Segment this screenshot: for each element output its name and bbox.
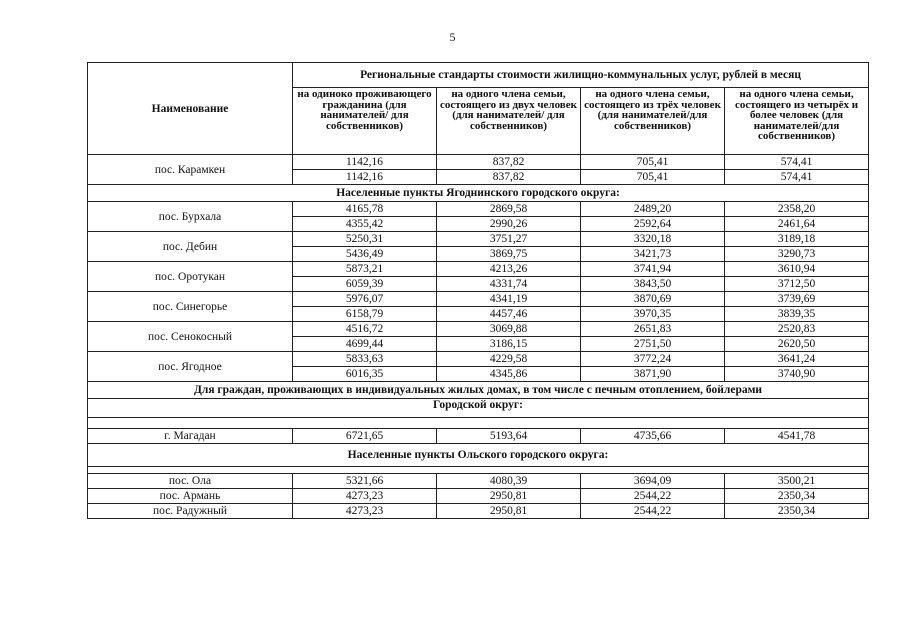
- table-cell: 3290,73: [725, 247, 869, 262]
- table-cell: 705,41: [581, 155, 725, 170]
- section-heading-olsky: Населенные пункты Ольского городского округа:: [88, 444, 869, 467]
- table-cell: 3189,18: [725, 232, 869, 247]
- table-cell: 837,82: [437, 170, 581, 185]
- table-cell: 4345,86: [437, 367, 581, 382]
- table-cell: 5976,07: [293, 292, 437, 307]
- section-heading-city-district: Городской округ:: [88, 399, 869, 418]
- table-cell: 2751,50: [581, 337, 725, 352]
- table-cell: 3069,88: [437, 322, 581, 337]
- housing-cost-standards-table: [87, 62, 869, 519]
- table-row: [88, 292, 869, 307]
- table-cell: 3843,50: [581, 277, 725, 292]
- table-cell: 6016,35: [293, 367, 437, 382]
- table-cell: 5833,63: [293, 352, 437, 367]
- table-row: [88, 262, 869, 277]
- table-cell: 6721,65: [293, 429, 437, 444]
- table-cell: 5436,49: [293, 247, 437, 262]
- table-cell: 2489,20: [581, 202, 725, 217]
- table-cell: 2869,58: [437, 202, 581, 217]
- table-cell: 2350,34: [725, 504, 869, 519]
- table-cell: 1142,16: [293, 155, 437, 170]
- table-cell: 4165,78: [293, 202, 437, 217]
- table-cell: 3740,90: [725, 367, 869, 382]
- table-cell: 3610,94: [725, 262, 869, 277]
- table-cell: 3839,35: [725, 307, 869, 322]
- table-cell: 2990,26: [437, 217, 581, 232]
- table-cell: 2461,64: [725, 217, 869, 232]
- table-cell: 2651,83: [581, 322, 725, 337]
- table-row: [88, 155, 869, 170]
- column-header-single: на одиноко проживающего гражданина (для нанимателей/ для собственников): [293, 88, 437, 155]
- column-header-two-person: на одного члена семьи, состоящего из двух человек (для нанимателей/ для собственников): [437, 88, 581, 155]
- settlement-name: пос. Бурхала: [88, 202, 293, 232]
- table-cell: 4229,58: [437, 352, 581, 367]
- settlement-name: г. Магадан: [88, 429, 293, 444]
- table-cell: 4331,74: [437, 277, 581, 292]
- table-row: [88, 232, 869, 247]
- settlement-name: пос. Сенокосный: [88, 322, 293, 352]
- column-header-four-plus: на одного члена семьи, состоящего из четырёх и более человек (для нанимателей/для собственников): [725, 88, 869, 155]
- table-cell: 3739,69: [725, 292, 869, 307]
- table-cell: 3694,09: [581, 474, 725, 489]
- table-cell: 1142,16: [293, 170, 437, 185]
- table-cell: 4080,39: [437, 474, 581, 489]
- table-cell: 3772,24: [581, 352, 725, 367]
- table-cell: 2544,22: [581, 489, 725, 504]
- table-cell: 837,82: [437, 155, 581, 170]
- table-cell: 2350,34: [725, 489, 869, 504]
- table-cell: 3751,27: [437, 232, 581, 247]
- section-spacer: [88, 418, 869, 429]
- table-cell: 574,41: [725, 155, 869, 170]
- table-cell: 705,41: [581, 170, 725, 185]
- table-cell: 4457,46: [437, 307, 581, 322]
- settlement-name: пос. Радужный: [88, 504, 293, 519]
- table-row: [88, 202, 869, 217]
- table-cell: 4541,78: [725, 429, 869, 444]
- table-cell: 2620,50: [725, 337, 869, 352]
- table-cell: 5250,31: [293, 232, 437, 247]
- table-cell: 2592,64: [581, 217, 725, 232]
- table-cell: 3870,69: [581, 292, 725, 307]
- section-spacer: [88, 467, 869, 474]
- table-cell: 3186,15: [437, 337, 581, 352]
- table-cell: 3970,35: [581, 307, 725, 322]
- table-cell: 2950,81: [437, 489, 581, 504]
- table-cell: 6158,79: [293, 307, 437, 322]
- table-cell: 3641,24: [725, 352, 869, 367]
- table-row: [88, 322, 869, 337]
- table-cell: 5873,21: [293, 262, 437, 277]
- table-cell: 2358,20: [725, 202, 869, 217]
- table-cell: 2520,83: [725, 322, 869, 337]
- table-cell: 4735,66: [581, 429, 725, 444]
- table-row: [88, 504, 869, 519]
- table-cell: 574,41: [725, 170, 869, 185]
- settlement-name: пос. Оротукан: [88, 262, 293, 292]
- table-cell: 3741,94: [581, 262, 725, 277]
- table-cell: 4699,44: [293, 337, 437, 352]
- settlement-name: пос. Ягодное: [88, 352, 293, 382]
- table-cell: 5321,66: [293, 474, 437, 489]
- section-heading-individual-houses: Для граждан, проживающих в индивидуальных жилых домах, в том числе с печным отоплением, бойлерами: [88, 382, 869, 399]
- section-heading-yagodninsky: Населенные пункты Ягоднинского городского округа:: [88, 185, 869, 202]
- column-header-name: Наименование: [88, 63, 293, 155]
- settlement-name: пос. Армань: [88, 489, 293, 504]
- table-cell: 6059,39: [293, 277, 437, 292]
- table-row: [88, 489, 869, 504]
- table-cell: 3871,90: [581, 367, 725, 382]
- table-cell: 3869,75: [437, 247, 581, 262]
- table-cell: 2544,22: [581, 504, 725, 519]
- table-cell: 2950,81: [437, 504, 581, 519]
- table-cell: 4355,42: [293, 217, 437, 232]
- table-cell: 4341,19: [437, 292, 581, 307]
- page-number: 5: [449, 30, 456, 44]
- table-cell: 5193,64: [437, 429, 581, 444]
- table-row: [88, 429, 869, 444]
- table-cell: 3500,21: [725, 474, 869, 489]
- table-cell: 4213,26: [437, 262, 581, 277]
- table-cell: 4273,23: [293, 489, 437, 504]
- table-cell: 3320,18: [581, 232, 725, 247]
- settlement-name: пос. Синегорье: [88, 292, 293, 322]
- table-cell: 4516,72: [293, 322, 437, 337]
- settlement-name: пос. Дебин: [88, 232, 293, 262]
- table-cell: 3712,50: [725, 277, 869, 292]
- table-cell: 3421,73: [581, 247, 725, 262]
- settlement-name: пос. Ола: [88, 474, 293, 489]
- column-group-title: Региональные стандарты стоимости жилищно-коммунальных услуг, рублей в месяц: [293, 63, 869, 88]
- settlement-name: пос. Карамкен: [88, 155, 293, 185]
- table-row: [88, 474, 869, 489]
- table-cell: 4273,23: [293, 504, 437, 519]
- column-header-three-person: на одного члена семьи, состоящего из трёх человек (для нанимателей/для собственников): [581, 88, 725, 155]
- table-row: [88, 352, 869, 367]
